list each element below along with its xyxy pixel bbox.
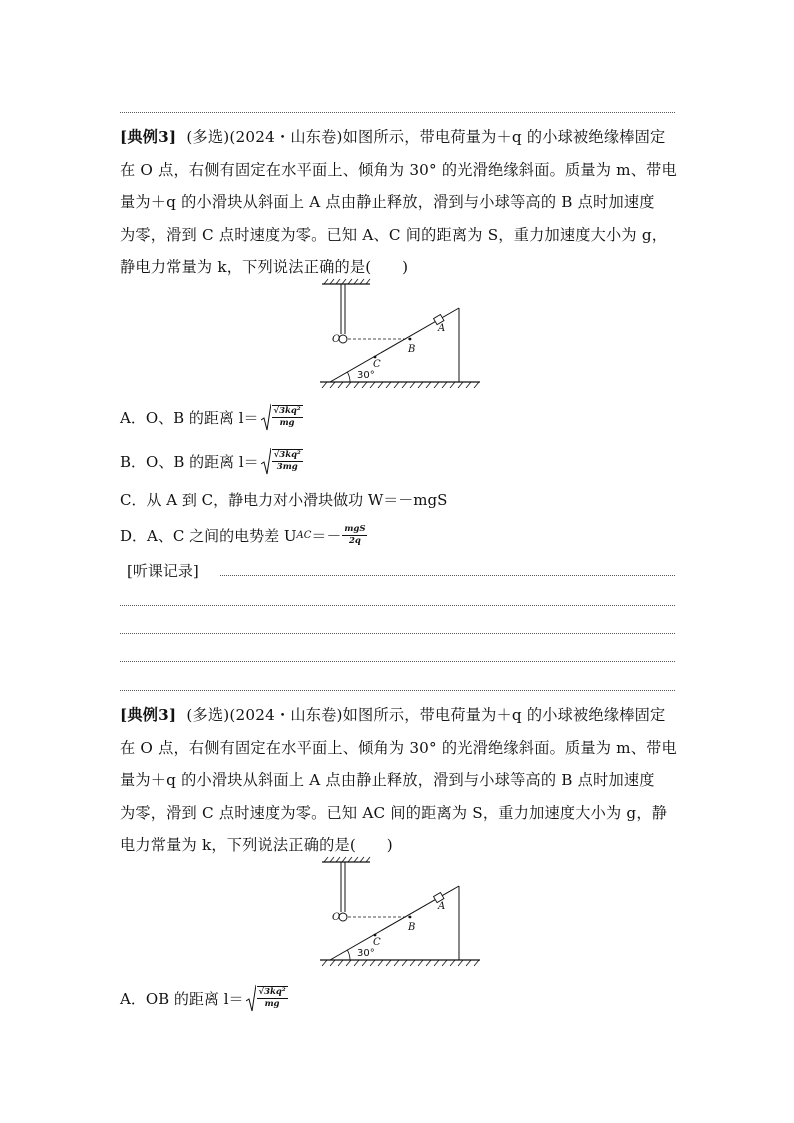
question-1-line-1: [120, 121, 680, 154]
separator-middle: [120, 690, 675, 691]
option-a-2: [120, 983, 288, 1013]
question-2-line-3: 量为＋q 的小滑块从斜面上 A 点由静止释放，滑到与小球等高的 B 点时加速度: [120, 771, 655, 790]
label-B: B: [408, 922, 416, 933]
label-angle: 30°: [357, 948, 375, 959]
sqrt-expression: [246, 984, 288, 1012]
label-C: C: [373, 359, 381, 370]
option-c-text: C．从 A 到 C，静电力对小滑块做功 W＝－mgS: [120, 490, 448, 509]
label-O: O: [332, 912, 341, 923]
question-1-line-4: 为零，滑到 C 点时速度为零。已知 A、C 间的距离为 S，重力加速度大小为 g，: [120, 225, 668, 244]
option-d: [120, 520, 367, 550]
label-C: C: [373, 937, 381, 948]
incline-figure-1: [312, 278, 492, 393]
option-a-text: A．OB 的距离 l＝: [120, 989, 244, 1008]
option-a-text: A．O、B 的距离 l＝: [120, 408, 259, 427]
notes-line-3[interactable]: [120, 633, 675, 634]
notes-line-2[interactable]: [120, 605, 675, 606]
sqrt-expression: [261, 403, 303, 431]
question-2-line-5: 电力常量为 k，下列说法正确的是( ): [120, 836, 393, 855]
example-tag: [典例3]: [120, 128, 177, 146]
fraction: $\frac{\text{√3kq²}}{mg}$: [258, 987, 286, 1009]
subscript: AC: [296, 529, 312, 541]
notes-line-1[interactable]: [220, 575, 675, 576]
question-2-line-4: 为零，滑到 C 点时速度为零。已知 AC 间的距离为 S，重力加速度大小为 g，静: [120, 803, 668, 822]
label-angle: 30°: [357, 370, 375, 381]
fraction: $\frac{\text{mgS}}{2q}$: [344, 523, 366, 546]
option-d-text: D．A、C 之间的电势差 U: [120, 526, 297, 545]
question-1-line-2: 在 O 点，右侧有固定在水平面上、倾角为 30° 的光滑绝缘斜面。质量为 m、带电: [120, 160, 677, 179]
option-a: [120, 402, 303, 432]
fraction: $\frac{\text{√3kq²}}{mg}$: [273, 406, 301, 428]
label-O: O: [332, 334, 341, 345]
question-1-line-5: 静电力常量为 k，下列说法正确的是( ): [120, 258, 409, 277]
option-b-text: B．O、B 的距离 l＝: [120, 452, 259, 471]
incline-figure-2: [312, 856, 492, 971]
listen-label: [听课记录]: [127, 562, 199, 580]
question-2-line-1: [120, 699, 680, 732]
option-b: [120, 446, 303, 476]
question-1-text: [120, 121, 680, 284]
notes-line-4[interactable]: [120, 661, 675, 662]
label-A: A: [438, 323, 446, 334]
fraction: $\frac{\text{√3kq²}}{3mg}$: [273, 450, 301, 472]
question-1-line-3: 量为＋q 的小滑块从斜面上 A 点由静止释放，滑到与小球等高的 B 点时加速度: [120, 193, 655, 212]
example-tag: [典例3]: [120, 706, 177, 724]
question-2-text: [120, 699, 680, 862]
line-text: (多选)(2024・山东卷)如图所示，带电荷量为＋q 的小球被绝缘棒固定: [186, 706, 666, 724]
equals: ＝－: [311, 526, 342, 545]
label-A: A: [438, 901, 446, 912]
sqrt-expression: [261, 447, 303, 475]
option-c: [120, 484, 447, 514]
question-2-line-2: 在 O 点，右侧有固定在水平面上、倾角为 30° 的光滑绝缘斜面。质量为 m、带电: [120, 738, 677, 757]
line-text: (多选)(2024・山东卷)如图所示，带电荷量为＋q 的小球被绝缘棒固定: [186, 128, 666, 146]
label-B: B: [408, 344, 416, 355]
separator-top: [120, 112, 675, 113]
